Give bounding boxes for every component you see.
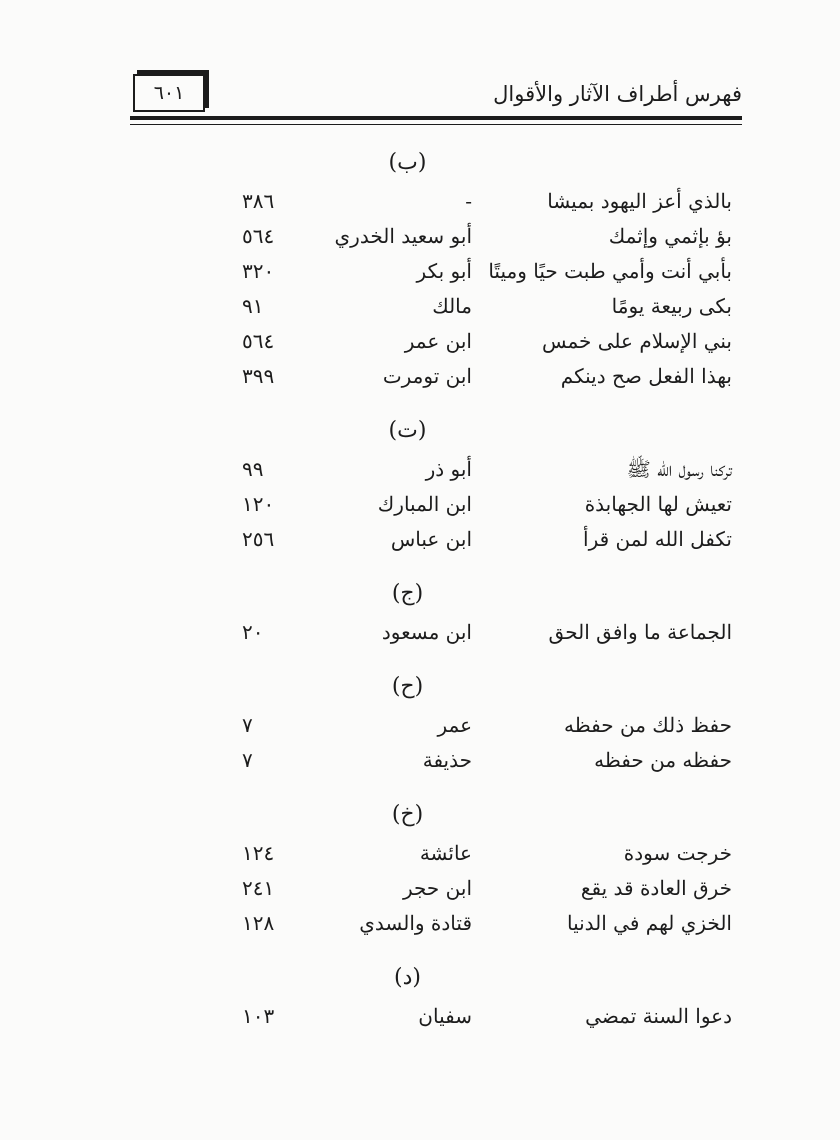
index-section	[0, 410, 840, 573]
entry-page-number: ٢٥٦	[242, 527, 275, 551]
entry-phrase: بالذي أعز اليهود بميشا	[547, 189, 732, 213]
entry-narrator: عائشة	[419, 841, 472, 865]
entry-narrator: -	[465, 189, 472, 213]
section-spacer	[0, 394, 840, 410]
index-entry-row	[0, 836, 840, 871]
entry-phrase: بهذا الفعل صح دينكم	[560, 364, 732, 388]
entry-page-number: ١٢٠	[242, 492, 275, 516]
index-entry-row	[0, 254, 840, 289]
entry-narrator: أبو ذر	[425, 457, 472, 481]
entry-page-number: ٢٤١	[242, 876, 275, 900]
section-letter-heading: (ت)	[388, 418, 427, 443]
index-entry-row	[0, 289, 840, 324]
entry-phrase: حفظه من حفظه	[594, 748, 732, 772]
entry-phrase: خرق العادة قد يقع	[580, 876, 732, 900]
entry-phrase: بني الإسلام على خمس	[541, 329, 732, 353]
entry-page-number: ١٢٤	[242, 841, 275, 865]
index-entry-row	[0, 359, 840, 394]
entry-narrator: أبو سعيد الخدري	[334, 224, 472, 248]
entry-phrase: الخزي لهم في الدنيا	[566, 911, 732, 935]
index-entry-row	[0, 708, 840, 743]
page-number: ٦٠١	[133, 74, 205, 112]
entry-phrase: حفظ ذلك من حفظه	[564, 713, 732, 737]
entry-narrator: حذيفة	[422, 748, 472, 772]
section-letter-heading: (د)	[394, 965, 421, 990]
entry-page-number: ٣٩٩	[242, 364, 275, 388]
index-body	[0, 142, 840, 1034]
header-rule-thin	[130, 124, 742, 125]
index-entry-row	[0, 743, 840, 778]
entry-page-number: ٥٦٤	[242, 224, 275, 248]
entry-narrator: مالك	[432, 294, 472, 318]
entry-page-number: ٩١	[242, 294, 264, 318]
section-spacer	[0, 778, 840, 794]
index-entry-row	[0, 871, 840, 906]
entry-phrase: خرجت سودة	[623, 841, 732, 865]
entry-narrator: سفيان	[418, 1004, 472, 1028]
index-entry-row	[0, 615, 840, 650]
entry-page-number: ٣٢٠	[242, 259, 275, 283]
entry-phrase: تكفل الله لمن قرأ	[583, 527, 732, 551]
entry-page-number: ٣٨٦	[242, 189, 275, 213]
entry-page-number: ٥٦٤	[242, 329, 275, 353]
entry-phrase: تعيش لها الجهابذة	[584, 492, 732, 516]
index-section	[0, 794, 840, 957]
entry-page-number: ٩٩	[242, 457, 264, 481]
section-letter-heading: (ح)	[391, 674, 424, 699]
entry-page-number: ٧	[242, 713, 253, 737]
entry-phrase: دعوا السنة تمضي	[585, 1004, 732, 1028]
index-entry-row	[0, 219, 840, 254]
index-entry-row	[0, 184, 840, 219]
index-entry-row	[0, 522, 840, 557]
entry-phrase: بؤ بإثمي وإثمك	[608, 224, 732, 248]
section-letter-heading: (ب)	[388, 150, 427, 175]
entry-page-number: ١٢٨	[242, 911, 275, 935]
section-spacer	[0, 557, 840, 573]
index-entry-row	[0, 999, 840, 1034]
index-entry-row	[0, 906, 840, 941]
entry-narrator: ابن المبارك	[377, 492, 472, 516]
section-spacer	[0, 650, 840, 666]
entry-narrator: ابن عمر	[404, 329, 472, 353]
entry-narrator: ابن تومرت	[382, 364, 472, 388]
index-section	[0, 573, 840, 666]
index-entry-row	[0, 324, 840, 359]
index-section	[0, 142, 840, 410]
entry-narrator: قتادة والسدي	[359, 911, 472, 935]
entry-page-number: ٧	[242, 748, 253, 772]
page-title: فهرس أطراف الآثار والأقوال	[493, 82, 742, 106]
entry-page-number: ١٠٣	[242, 1004, 275, 1028]
entry-narrator: ابن حجر	[402, 876, 472, 900]
section-letter-heading: (خ)	[391, 802, 424, 827]
section-spacer	[0, 941, 840, 957]
index-entry-row	[0, 487, 840, 522]
entry-phrase: بأبي أنت وأمي طبت حيًا وميتًا	[488, 259, 732, 283]
index-section	[0, 957, 840, 1034]
index-section	[0, 666, 840, 794]
entry-narrator: عمر	[437, 713, 472, 737]
section-letter-heading: (ج)	[391, 581, 424, 606]
entry-narrator: أبو بكر	[416, 259, 472, 283]
entry-phrase: بكى ربيعة يومًا	[611, 294, 732, 318]
entry-phrase: الجماعة ما وافق الحق	[548, 620, 732, 644]
entry-narrator: ابن عباس	[390, 527, 472, 551]
entry-page-number: ٢٠	[242, 620, 264, 644]
index-entry-row	[0, 452, 840, 487]
header-rule-thick	[130, 116, 742, 120]
entry-phrase: تركنا رسول الله ﷺ	[626, 457, 732, 481]
entry-narrator: ابن مسعود	[381, 620, 472, 644]
